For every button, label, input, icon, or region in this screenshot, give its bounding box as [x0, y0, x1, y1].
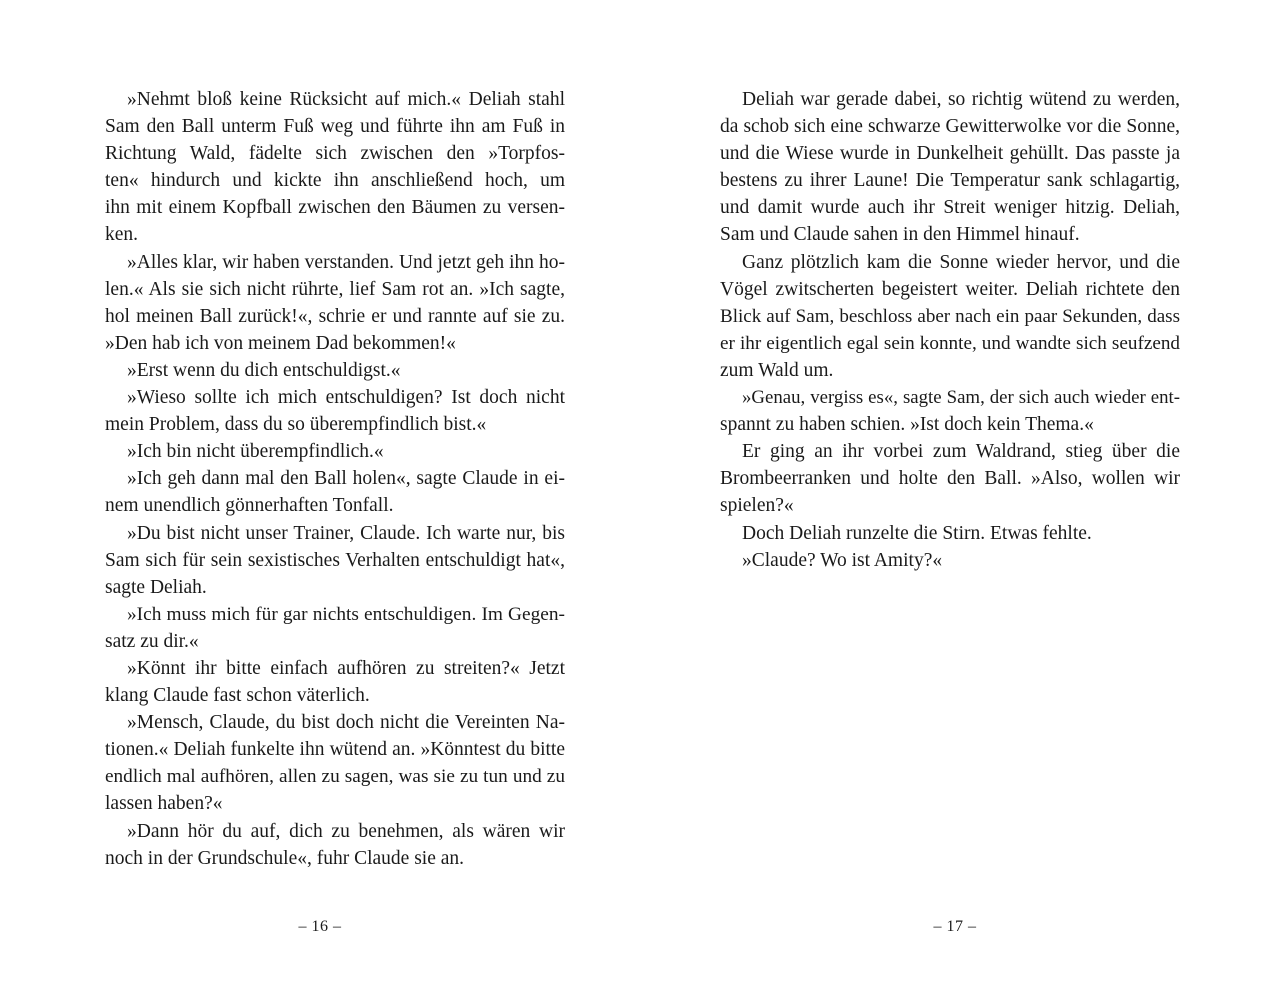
text-line: hol meinen Ball zurück!«, schrie er und rannte auf sie zu.: [105, 305, 565, 327]
right-page: [642, 0, 1284, 1000]
text-line: satz zu dir.«: [105, 630, 199, 652]
left-page: [0, 0, 642, 1000]
page-number-right: – 17 –: [933, 918, 977, 935]
text-line: mein Problem, dass du so überempfindlich bist.«: [105, 414, 487, 436]
text-line: Richtung Wald, fädelte sich zwischen den »Torpfos-: [105, 143, 565, 165]
text-line: »Den hab ich von meinem Dad bekommen!«: [105, 332, 456, 354]
text-line: da schob sich eine schwarze Gewitterwolke vor die Sonne,: [720, 116, 1180, 138]
text-line: »Nehmt bloß keine Rücksicht auf mich.« Deliah stahl: [127, 89, 565, 110]
text-line: klang Claude fast schon väterlich.: [105, 685, 370, 707]
text-line: noch in der Grundschule«, fuhr Claude sie an.: [105, 847, 465, 869]
text-line: »Du bist nicht unser Trainer, Claude. Ich warte nur, bis: [127, 522, 565, 544]
text-line: Er ging an ihr vorbei zum Waldrand, stieg über die: [742, 441, 1180, 463]
text-line: zum Wald um.: [720, 359, 834, 381]
text-line: Doch Deliah runzelte die Stirn. Etwas fehlte.: [742, 522, 1092, 544]
text-line: ken.: [105, 224, 139, 246]
text-line: Sam sich für sein sexistisches Verhalten entschuldigt hat«,: [105, 549, 565, 571]
text-line: und die Wiese wurde in Dunkelheit gehüllt. Das passte ja: [720, 143, 1180, 165]
text-line: tionen.« Deliah funkelte ihn wütend an. »Könntest du bitte: [105, 739, 565, 761]
text-line: »Claude? Wo ist Amity?«: [742, 549, 943, 571]
text-line: »Dann hör du auf, dich zu benehmen, als wären wir: [127, 820, 565, 842]
text-line: ihn mit einem Kopfball zwischen den Bäumen zu versen-: [105, 197, 565, 219]
left-page-text: [105, 86, 565, 872]
text-line: spannt zu haben schien. »Ist doch kein Thema.«: [720, 414, 1094, 436]
text-line: Ganz plötzlich kam die Sonne wieder hervor, und die: [742, 251, 1180, 273]
text-line: nem unendlich gönnerhaften Tonfall.: [105, 495, 394, 517]
text-line: Sam und Claude sahen in den Himmel hinauf.: [720, 224, 1080, 246]
text-line: »Erst wenn du dich entschuldigst.«: [127, 359, 401, 381]
text-line: spielen?«: [720, 495, 794, 517]
text-line: »Ich geh dann mal den Ball holen«, sagte Claude in ei-: [127, 468, 565, 490]
text-line: und damit wurde auch ihr Streit weniger hitzig. Deliah,: [720, 197, 1180, 219]
text-line: lassen haben?«: [105, 793, 223, 815]
text-line: Sam den Ball unterm Fuß weg und führte ihn am Fuß in: [105, 116, 565, 138]
text-line: Deliah war gerade dabei, so richtig wütend zu werden,: [742, 89, 1180, 110]
text-line: »Alles klar, wir haben verstanden. Und jetzt geh ihn ho-: [127, 251, 565, 273]
text-line: len.« Als sie sich nicht rührte, lief Sam rot an. »Ich sagte,: [105, 278, 565, 300]
page-number-left: – 16 –: [298, 918, 342, 935]
text-line: er ihr eigentlich egal sein konnte, und wandte sich seufzend: [720, 332, 1180, 354]
text-line: Vögel zwitscherten begeistert weiter. Deliah richtete den: [720, 278, 1180, 300]
text-line: bestens zu ihrer Laune! Die Temperatur sank schlagartig,: [720, 170, 1180, 192]
text-line: ten« hindurch und kickte ihn anschließend hoch, um: [105, 170, 565, 192]
text-line: Blick auf Sam, beschloss aber nach ein paar Sekunden, dass: [720, 305, 1180, 327]
text-line: »Genau, vergiss es«, sagte Sam, der sich auch wieder ent-: [742, 387, 1180, 409]
text-line: »Mensch, Claude, du bist doch nicht die Vereinten Na-: [127, 712, 565, 734]
right-page-text: [720, 86, 1180, 574]
text-line: sagte Deliah.: [105, 576, 207, 598]
text-line: Brombeerranken und holte den Ball. »Also, wollen wir: [720, 468, 1180, 490]
text-line: »Ich bin nicht überempfindlich.«: [127, 441, 384, 463]
text-line: »Wieso sollte ich mich entschuldigen? Ist doch nicht: [127, 387, 565, 409]
text-line: »Könnt ihr bitte einfach aufhören zu streiten?« Jetzt: [127, 657, 565, 679]
text-line: endlich mal aufhören, allen zu sagen, was sie zu tun und zu: [105, 766, 565, 788]
text-line: »Ich muss mich für gar nichts entschuldigen. Im Gegen-: [127, 603, 565, 625]
